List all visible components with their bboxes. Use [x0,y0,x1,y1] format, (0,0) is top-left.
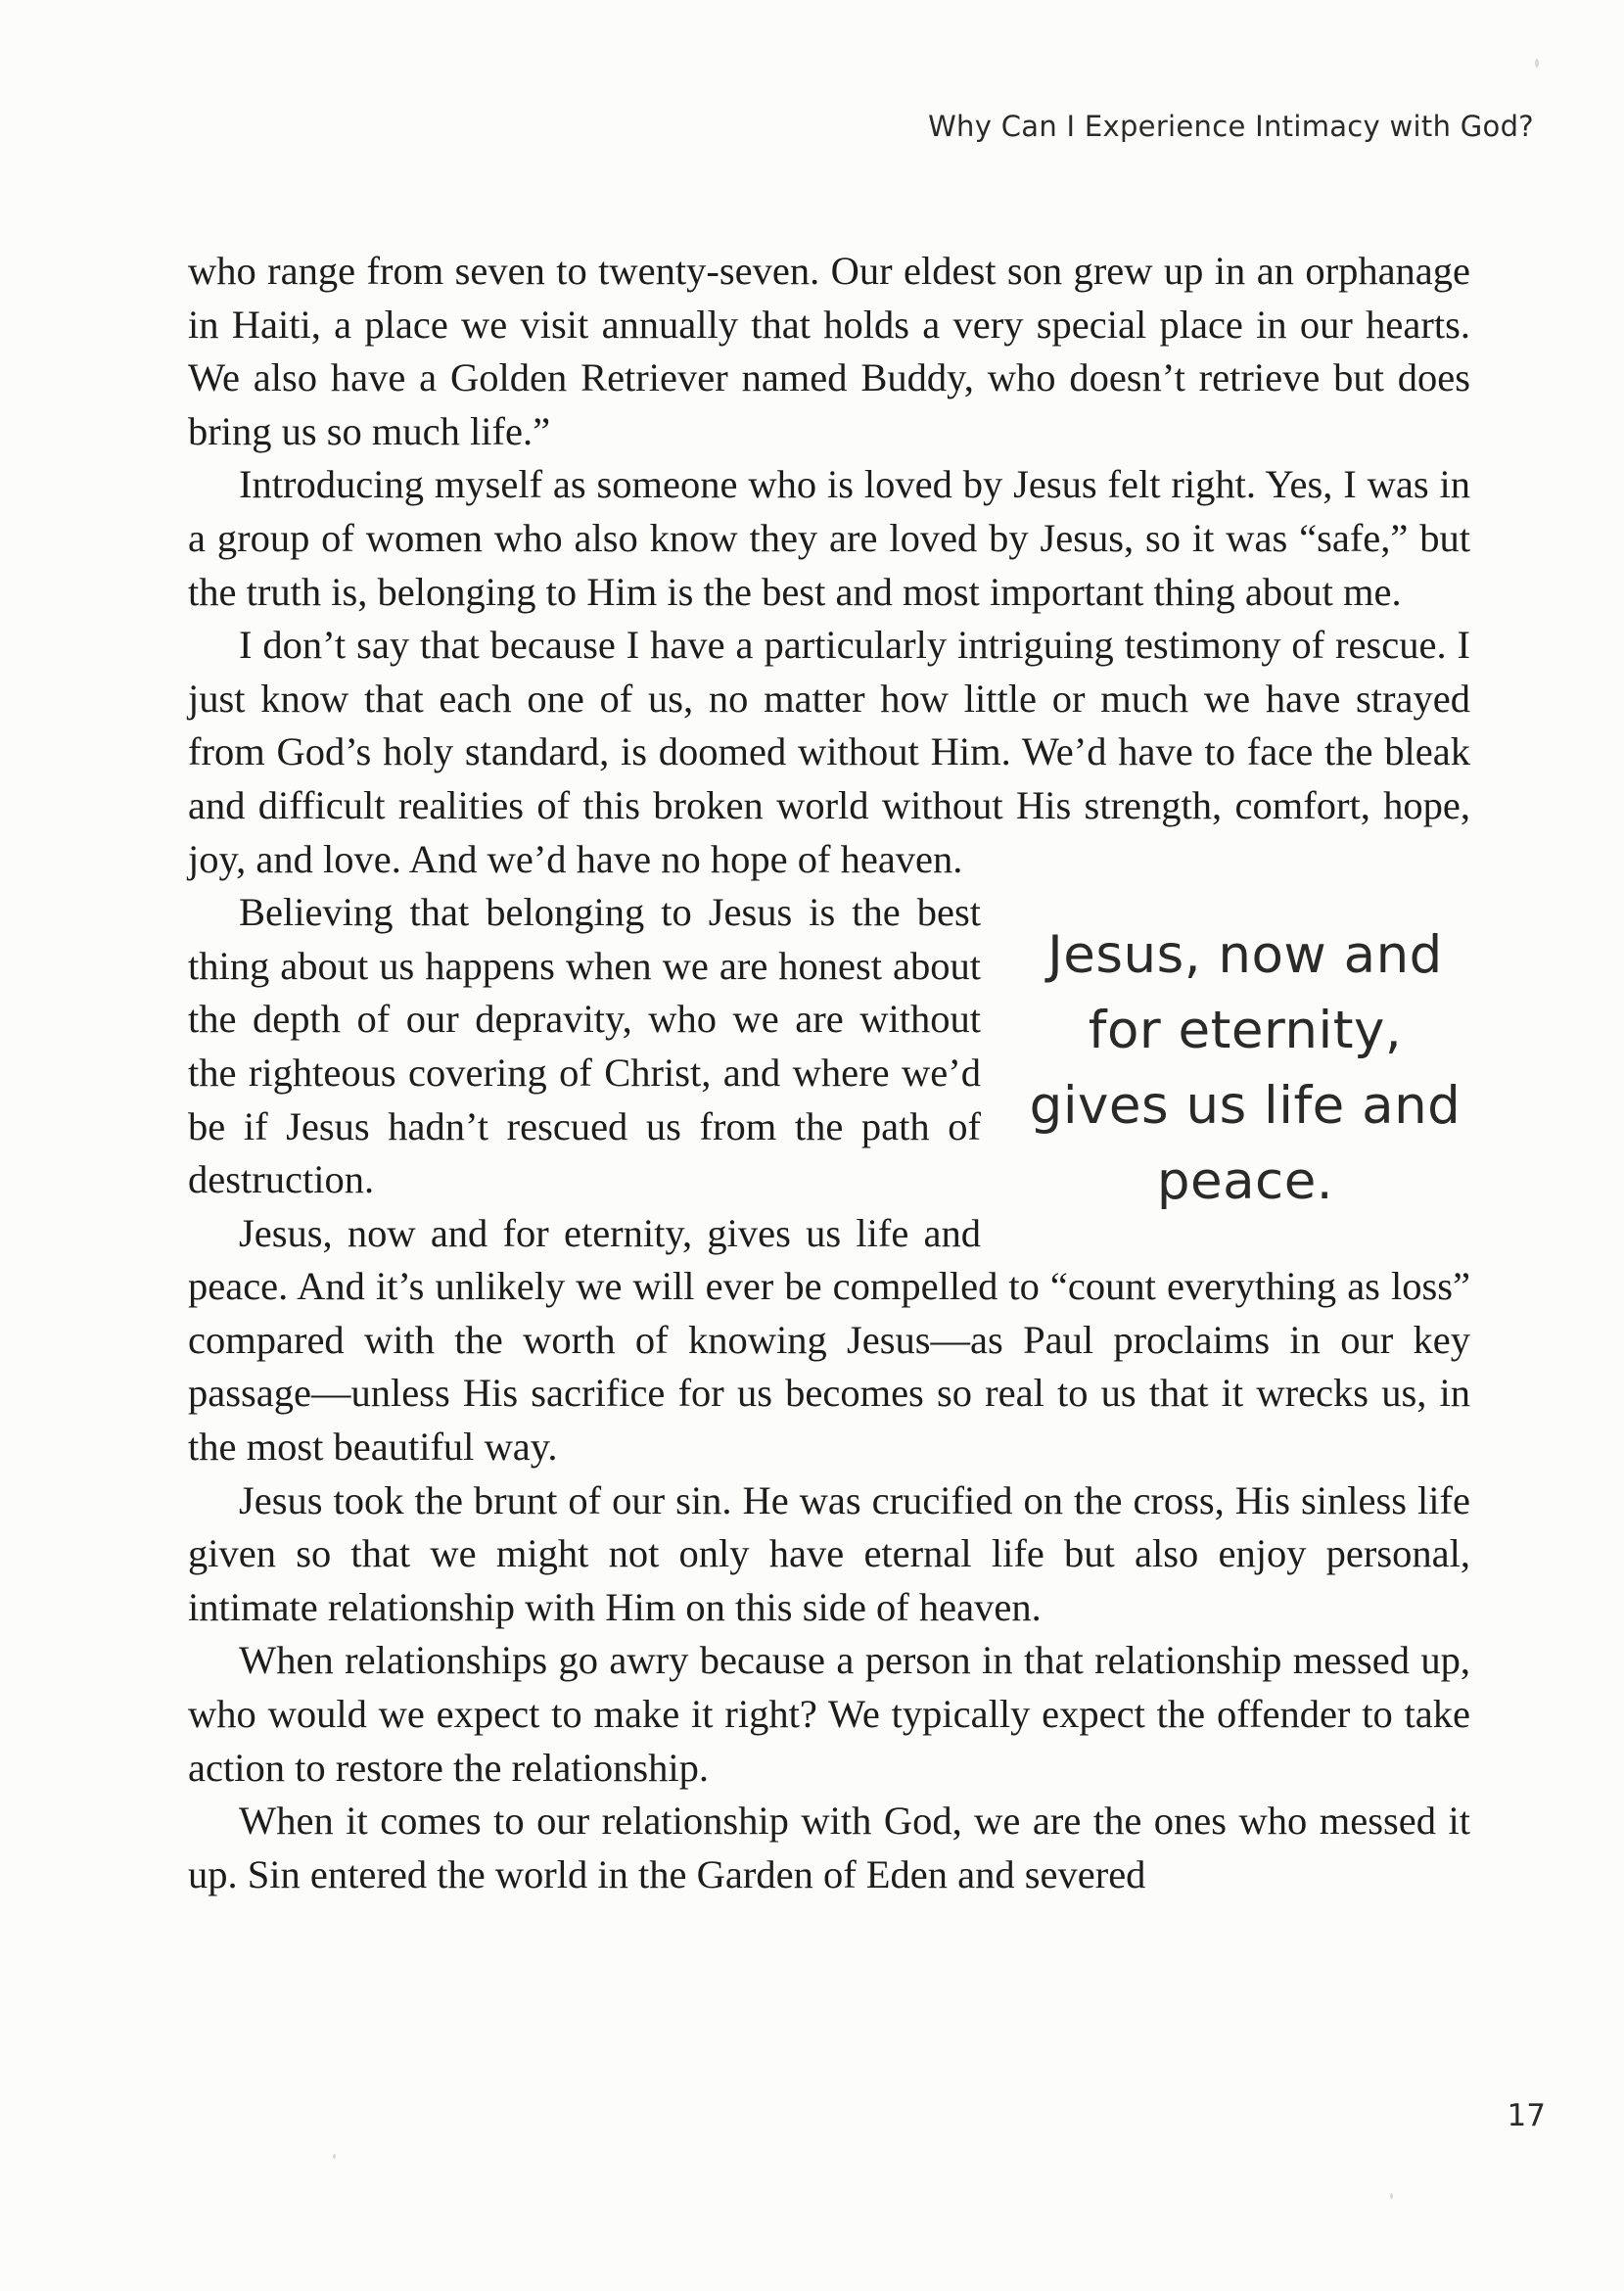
body-text [188,245,1470,1901]
paragraph: I don’t say that because I have a particularly intriguing testimony of rescue. I just know that each one of us, no matter how little or much we have strayed from God’s holy standard, is doomed without Him. We’d have to face the bleak and difficult realities of this broken world without His strength, comfort, hope, joy, and love. And we’d have no hope of heaven. [188,623,1470,881]
paragraph: When it comes to our relationship with God, we are the ones who messed it up. Sin entered the world in the Garden of Eden and severed [188,1799,1470,1896]
paragraph: Introducing myself as someone who is loved by Jesus felt right. Yes, I was in a group of women who also know they are loved by Jesus, so it was “safe,” but the truth is, belonging to Him is the best and most important thing about me. [188,462,1470,614]
scan-speck [333,2154,336,2159]
paragraph: who range from seven to twenty-seven. Our eldest son grew up in an orphanage in Haiti, a place we visit annually that holds a very special place in our hearts. We also have a Golden Retriever named Buddy, who doesn’t retrieve but does bring us so much life.” [188,249,1470,453]
pull-quote: Jesus, now and for eternity, gives us life and peace. [1029,925,1462,1212]
paragraph: When relationships go awry because a person in that relationship messed up, who would we expect to make it right? We typically expect the offender to take action to restore the relationship. [188,1638,1470,1790]
running-head: Why Can I Experience Intimacy with God? [928,110,1534,143]
paragraph: Jesus took the brunt of our sin. He was crucified on the cross, His sinless life given so that we might not only have eternal life but also enjoy personal, intimate relationship with Him on this side of heaven. [188,1477,1470,1629]
page-number: 17 [1507,2098,1546,2133]
paragraph: Believing that belonging to Jesus is the best thing about us happens when we are honest about the depth of our depravity, who we are without the righteous covering of Christ, and where we’d be if Jesus hadn’t rescued us from the path of destruction. [188,890,981,1202]
scan-speck [1390,2193,1393,2199]
paragraph: Jesus, now and for eternity, gives us life and peace. And it’s unlikely we will ever be compelled to “count everything as loss” compared with the worth of knowing Jesus—as Paul proclaims in our key passage—unless His sacrifice for us becomes so real to us that it wrecks us, in the most beautiful way. [188,1210,1470,1470]
scan-speck [1535,59,1539,68]
